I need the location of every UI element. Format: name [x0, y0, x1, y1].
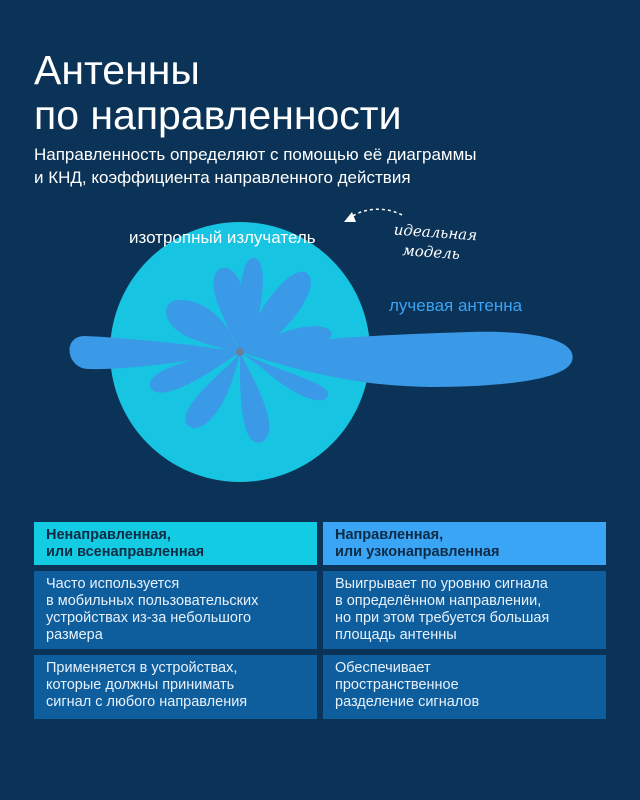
subtitle-line-1: Направленность определяют с помощью её диаграммы: [34, 145, 477, 164]
antenna-center-dot: [236, 348, 244, 356]
cell-line: Применяется в устройствах,: [46, 660, 238, 676]
header-omni-line-2: или всенаправленная: [46, 544, 205, 560]
title-line-1: Антенны: [34, 47, 200, 93]
ideal-model-line-2: модель: [401, 241, 461, 264]
beam-antenna-label: лучевая антенна: [389, 296, 523, 315]
cell-line: устройствах из-за небольшого: [46, 610, 252, 626]
title-line-2: по направленности: [34, 92, 402, 138]
cell-line: которые должны принимать: [46, 677, 235, 693]
cell-line: площадь антенны: [335, 627, 457, 643]
cell-line: сигнал с любого направления: [46, 694, 248, 710]
page-subtitle: [34, 143, 624, 189]
cell-line: Обеспечивает: [335, 660, 431, 676]
cell-line: пространственное: [335, 677, 459, 693]
radiation-pattern-diagram: [0, 200, 640, 500]
cell-line: в мобильных пользовательских: [46, 593, 259, 609]
table-cell-dir-row2: [323, 655, 606, 719]
page-title: [34, 48, 614, 138]
table-cell-omni-row2: [34, 655, 317, 719]
table-cell-omni-row1: [34, 571, 317, 649]
ideal-model-line-1: идеальная: [393, 220, 478, 245]
arrow-head-icon: [344, 212, 356, 222]
header-omnidirectional: [34, 522, 317, 565]
cell-line: в определённом направлении,: [335, 593, 542, 609]
cell-line: Выигрывает по уровню сигнала: [335, 576, 548, 592]
isotropic-label: изотропный излучатель: [129, 228, 316, 247]
cell-line: разделение сигналов: [335, 694, 480, 710]
cell-line: размера: [46, 627, 103, 643]
ideal-model-arrow: [350, 209, 402, 218]
header-directional: [323, 522, 606, 565]
table-cell-dir-row1: [323, 571, 606, 649]
cell-line: но при этом требуется большая: [335, 610, 550, 626]
subtitle-line-2: и КНД, коэффициента направленного действия: [34, 168, 411, 187]
header-dir-line-2: или узконаправленная: [335, 544, 500, 560]
header-omni-line-1: Ненаправленная,: [46, 527, 171, 543]
header-dir-line-1: Направленная,: [335, 527, 444, 543]
comparison-table: [34, 522, 606, 719]
cell-line: Часто используется: [46, 576, 180, 592]
